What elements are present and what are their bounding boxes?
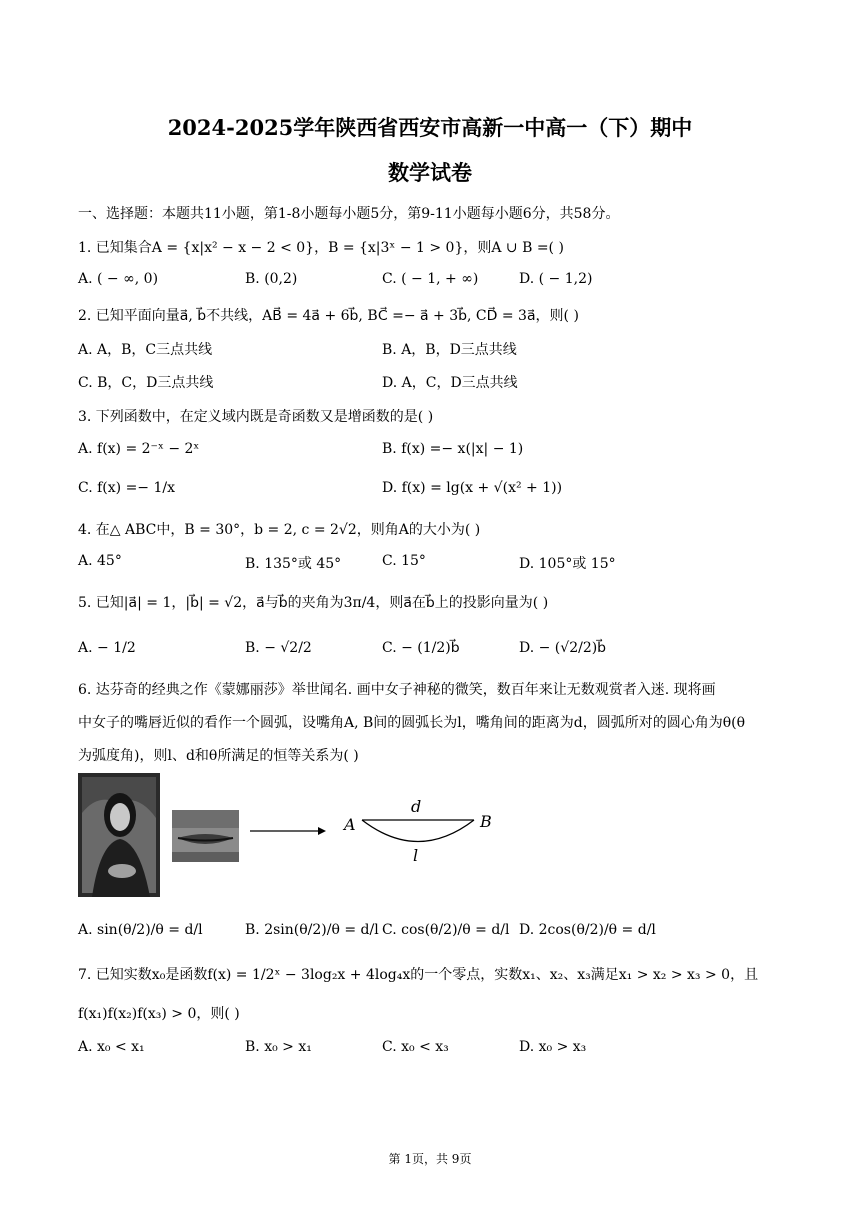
q2-option-b: B. A，B，D三点共线 — [382, 342, 517, 358]
q6-stem-line3: 为弧度角)，则l、d和θ所满足的恒等关系为( ) — [78, 748, 359, 764]
q2-stem: 2. 已知平面向量a⃗, b⃗不共线，AB⃗ = 4a⃗ + 6b⃗, BC⃗ =− a⃗ + 3b⃗, CD⃗ = 3a⃗，则( ) — [78, 308, 579, 324]
q5-option-c: C. − (1/2)b⃗ — [382, 640, 460, 656]
q5-option-d: D. − (√2/2)b⃗ — [519, 640, 607, 656]
q6-option-d: D. 2cos(θ/2)/θ = d/l — [519, 922, 656, 938]
q6-stem-line1: 6. 达芬奇的经典之作《蒙娜丽莎》举世闻名. 画中女子神秘的微笑，数百年来让无数观赏者入迷. 现将画 — [78, 682, 716, 698]
q1-option-b: B. (0,2) — [245, 271, 298, 287]
q7-option-d: D. x₀ > x₃ — [519, 1039, 587, 1055]
q5-option-a: A. − 1/2 — [78, 640, 136, 656]
q3-option-d: D. f(x) = lg(x + √(x² + 1)) — [382, 480, 563, 496]
q2-option-d: D. A，C，D三点共线 — [382, 375, 518, 391]
q6-option-a: A. sin(θ/2)/θ = d/l — [78, 922, 203, 938]
q4-stem: 4. 在△ ABC中，B = 30°，b = 2, c = 2√2，则角A的大小为( ) — [78, 522, 481, 538]
q3-stem: 3. 下列函数中，在定义域内既是奇函数又是增函数的是( ) — [78, 409, 434, 425]
q3-option-a: A. f(x) = 2⁻ˣ − 2ˣ — [78, 441, 200, 457]
arc-label-b: B — [480, 812, 492, 831]
q7-option-a: A. x₀ < x₁ — [78, 1039, 145, 1055]
q3-option-b: B. f(x) =− x(|x| − 1) — [382, 441, 524, 457]
q5-option-b: B. − √2/2 — [245, 640, 312, 656]
q1-stem: 1. 已知集合A = {x|x² − x − 2 < 0}，B = {x|3ˣ − 1 > 0}，则A ∪ B =( ) — [78, 240, 564, 256]
q4-option-d: D. 105°或 15° — [519, 556, 616, 572]
q1-option-a: A. ( − ∞, 0) — [78, 271, 159, 287]
q4-option-a: A. 45° — [78, 553, 122, 569]
q6-stem-line2: 中女子的嘴唇近似的看作一个圆弧，设嘴角A, B间的圆弧长为l，嘴角间的距离为d，圆弧所对的圆心角为θ(θ — [78, 715, 746, 731]
arc-label-l: l — [413, 846, 419, 865]
lips-closeup-image — [172, 810, 239, 862]
page-footer: 第 1页，共 9页 — [388, 1152, 472, 1166]
q7-stem-line1: 7. 已知实数x₀是函数f(x) = 1/2ˣ − 3log₂x + 4log₄x的一个零点，实数x₁、x₂、x₃满足x₁ > x₂ > x₃ > 0，且 — [78, 967, 759, 983]
q6-option-b: B. 2sin(θ/2)/θ = d/l — [245, 922, 379, 938]
q1-option-d: D. ( − 1,2) — [519, 271, 593, 287]
arrow-icon — [248, 825, 328, 837]
q1-option-c: C. ( − 1, + ∞) — [382, 271, 479, 287]
q4-option-b: B. 135°或 45° — [245, 556, 342, 572]
q6-option-c: C. cos(θ/2)/θ = d/l — [382, 922, 510, 938]
q3-option-c: C. f(x) =− 1/x — [78, 480, 175, 496]
q4-option-c: C. 15° — [382, 553, 426, 569]
arc-label-d: d — [411, 797, 422, 816]
page-title: 2024-2025学年陕西省西安市高新一中高一（下）期中 — [167, 115, 693, 140]
q7-option-c: C. x₀ < x₃ — [382, 1039, 449, 1055]
q2-option-a: A. A，B，C三点共线 — [78, 342, 213, 358]
arc-label-a: A — [344, 815, 356, 834]
page-subtitle: 数学试卷 — [388, 160, 472, 185]
q5-stem: 5. 已知|a⃗| = 1，|b⃗| = √2，a⃗与b⃗的夹角为3π/4，则a⃗在b⃗上的投影向量为( ) — [78, 595, 549, 611]
section-heading: 一、选择题：本题共11小题，第1-8小题每小题5分，第9-11小题每小题6分，共58分。 — [78, 206, 620, 222]
q7-option-b: B. x₀ > x₁ — [245, 1039, 312, 1055]
mona-lisa-image — [78, 773, 160, 897]
q2-option-c: C. B，C，D三点共线 — [78, 375, 214, 391]
q7-stem-line2: f(x₁)f(x₂)f(x₃) > 0，则( ) — [78, 1006, 240, 1022]
